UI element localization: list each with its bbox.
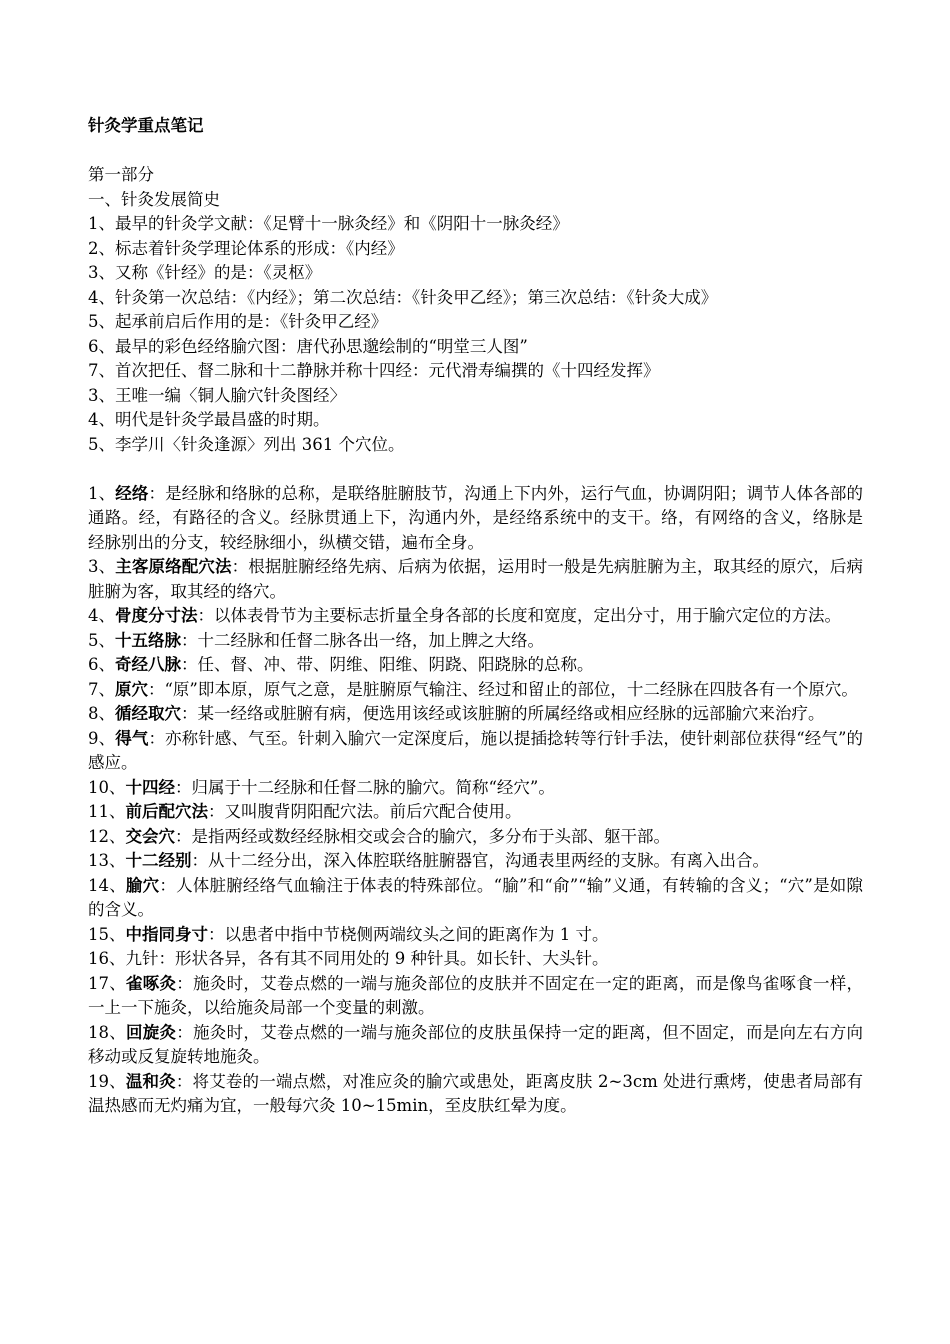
definition-term: 回旋灸 [126,1022,177,1042]
definition-term: 骨度分寸法 [115,606,198,625]
definition-term: 循经取穴 [115,704,181,723]
definition-term: 十四经 [125,777,175,797]
definition-number: 18、 [88,1022,127,1042]
document-page [88,114,863,1119]
definition-item [88,800,863,825]
definition-number: 11、 [88,802,126,821]
spacer [88,457,863,482]
definition-text: ：十二经脉和任督二脉各出一络，加上脾之大络。 [181,630,544,650]
definition-item [88,874,863,923]
definition-number: 5、 [88,630,115,650]
definition-item [88,1021,863,1070]
history-item: 5、李学川〈针灸逢源〉列出 361 个穴位。 [88,434,405,454]
definition-text: 九针：形状各异，各有其不同用处的 9 种针具。如长针、大头针。 [125,949,609,968]
history-item: 1、最早的针灸学文献：《足臂十一脉灸经》和《阴阳十一脉灸经》 [88,214,569,233]
definition-item [88,604,863,629]
history-item: 5、起承前启后作用的是：《针灸甲乙经》 [88,312,388,331]
definition-term: 交会穴 [125,826,175,846]
definition-number: 16、 [88,949,126,968]
definition-term: 腧穴 [125,875,160,895]
definition-number: 10、 [88,777,126,797]
definition-text: ：任、督、冲、带、阴维、阳维、阴跷、阳跷脉的总称。 [181,655,594,674]
definition-text: ：亦称针感、气至。针刺入腧穴一定深度后，施以提插捻转等行针手法，使针刺部位获得“经气”的感应。 [88,728,863,772]
history-item: 4、针灸第一次总结：《内经》；第二次总结：《针灸甲乙经》；第三次总结：《针灸大成》 [88,287,718,307]
definition-number: 19、 [88,1071,126,1091]
history-item: 7、首次把任、督二脉和十二静脉并称十四经：元代滑寿编撰的《十四经发挥》 [88,361,660,380]
definition-term: 十五络脉 [115,630,181,650]
definition-number: 4、 [88,606,115,625]
definition-term: 温和灸 [125,1071,176,1091]
definition-item [88,727,863,776]
definition-number: 9、 [88,728,116,748]
definition-number: 17、 [88,973,127,993]
definition-term: 得气 [115,728,149,748]
definition-term: 十二经别 [125,851,192,870]
definition-text: ：施灸时，艾卷点燃的一端与施灸部位的皮肤并不固定在一定的距离，而是像鸟雀啄食一样，一上一下施灸，以给施灸局部一个变量的刺激。 [88,973,864,1017]
history-item: 4、明代是针灸学最昌盛的时期。 [88,410,330,429]
definition-text: ：以体表骨节为主要标志折量全身各部的长度和宽度，定出分寸，用于腧穴定位的方法。 [197,606,841,625]
definition-number: 7、 [88,679,115,699]
definition-item [88,825,863,850]
definition-item [88,923,863,948]
definition-item [88,629,863,654]
history-item: 3、王唯一编〈铜人腧穴针灸图经〉 [88,385,346,405]
definition-text: ：某一经络或脏腑有病，便选用该经或该脏腑的所属经络或相应经脉的远部腧穴来治疗。 [181,704,825,723]
definition-text: ：归属于十二经脉和任督二脉的腧穴。简称“经穴”。 [175,777,555,797]
definition-term: 经络 [115,483,149,503]
definition-list [88,482,863,1119]
document-title: 针灸学重点笔记 [88,116,204,135]
definition-number: 14、 [88,875,126,895]
definition-text: ：以患者中指中节桡侧两端纹头之间的距离作为 1 寸。 [208,924,609,944]
definition-item [88,482,863,556]
part-heading: 第一部分 [88,165,154,184]
history-item: 2、标志着针灸学理论体系的形成：《内经》 [88,238,404,258]
definition-number: 3、 [88,557,116,576]
definition-text: ：将艾卷的一端点燃，对准应灸的腧穴或患处，距离皮肤 2~3cm 处进行熏烤，使患者局部有温热感而无灼痛为宜，一般每穴灸 10~15min，至皮肤红晕为度。 [88,1071,864,1115]
definition-item [88,555,863,604]
section-heading-history: 一、针灸发展简史 [88,189,220,209]
spacer [88,139,863,164]
definition-item [88,678,863,703]
definition-text: ：是指两经或数经经脉相交或会合的腧穴，多分布于头部、躯干部。 [175,826,670,846]
definition-term: 主客原络配穴法 [115,557,232,576]
definition-text: ：“原”即本原，原气之意，是脏腑原气输注、经过和留止的部位，十二经脉在四肢各有一个原穴。 [148,679,858,699]
definition-term: 中指同身寸 [125,924,208,944]
definition-number: 12、 [88,826,126,846]
history-list [88,212,863,457]
definition-item [88,702,863,727]
definition-text: ：人体脏腑经络气血输注于体表的特殊部位。“腧”和“俞”“输”义通，有转输的含义；“穴”是如隙的含义。 [88,875,864,919]
definition-text: ：从十二经分出，深入体腔联络脏腑器官，沟通表里两经的支脉。有离入出合。 [191,851,769,870]
definition-item [88,1070,863,1119]
history-item: 3、又称《针经》的是：《灵枢》 [88,263,322,282]
definition-item [88,947,863,972]
history-item: 6、最早的彩色经络腧穴图：唐代孙思邈绘制的“明堂三人图” [88,336,528,356]
definition-term: 原穴 [115,679,148,699]
definition-item [88,653,863,678]
definition-term: 奇经八脉 [115,655,181,674]
definition-item [88,776,863,801]
definition-text: ：是经脉和络脉的总称，是联络脏腑肢节，沟通上下内外，运行气血，协调阴阳；调节人体各部的通路。经，有路径的含义。经脉贯通上下，沟通内外，是经络系统中的支干。络，有网络的含义，络脉是经脉别出的分支，较经脉细小，纵横交错，遍布全身。 [88,483,864,552]
definition-number: 13、 [88,851,126,870]
definition-term: 雀啄灸 [126,973,177,993]
definition-text: ：施灸时，艾卷点燃的一端与施灸部位的皮肤虽保持一定的距离，但不固定，而是向左右方向移动或反复旋转地施灸。 [88,1022,864,1066]
definition-item [88,849,863,874]
definition-text: ：又叫腹背阴阳配穴法。前后穴配合使用。 [208,802,522,821]
definition-term: 前后配穴法 [125,802,208,821]
definition-number: 6、 [88,655,115,674]
definition-number: 15、 [88,924,126,944]
definition-number: 1、 [88,483,116,503]
definition-item [88,972,863,1021]
definition-text: ：根据脏腑经络先病、后病为依据，运用时一般是先病脏腑为主，取其经的原穴，后病脏腑为客，取其经的络穴。 [88,557,864,601]
definition-number: 8、 [88,704,115,723]
